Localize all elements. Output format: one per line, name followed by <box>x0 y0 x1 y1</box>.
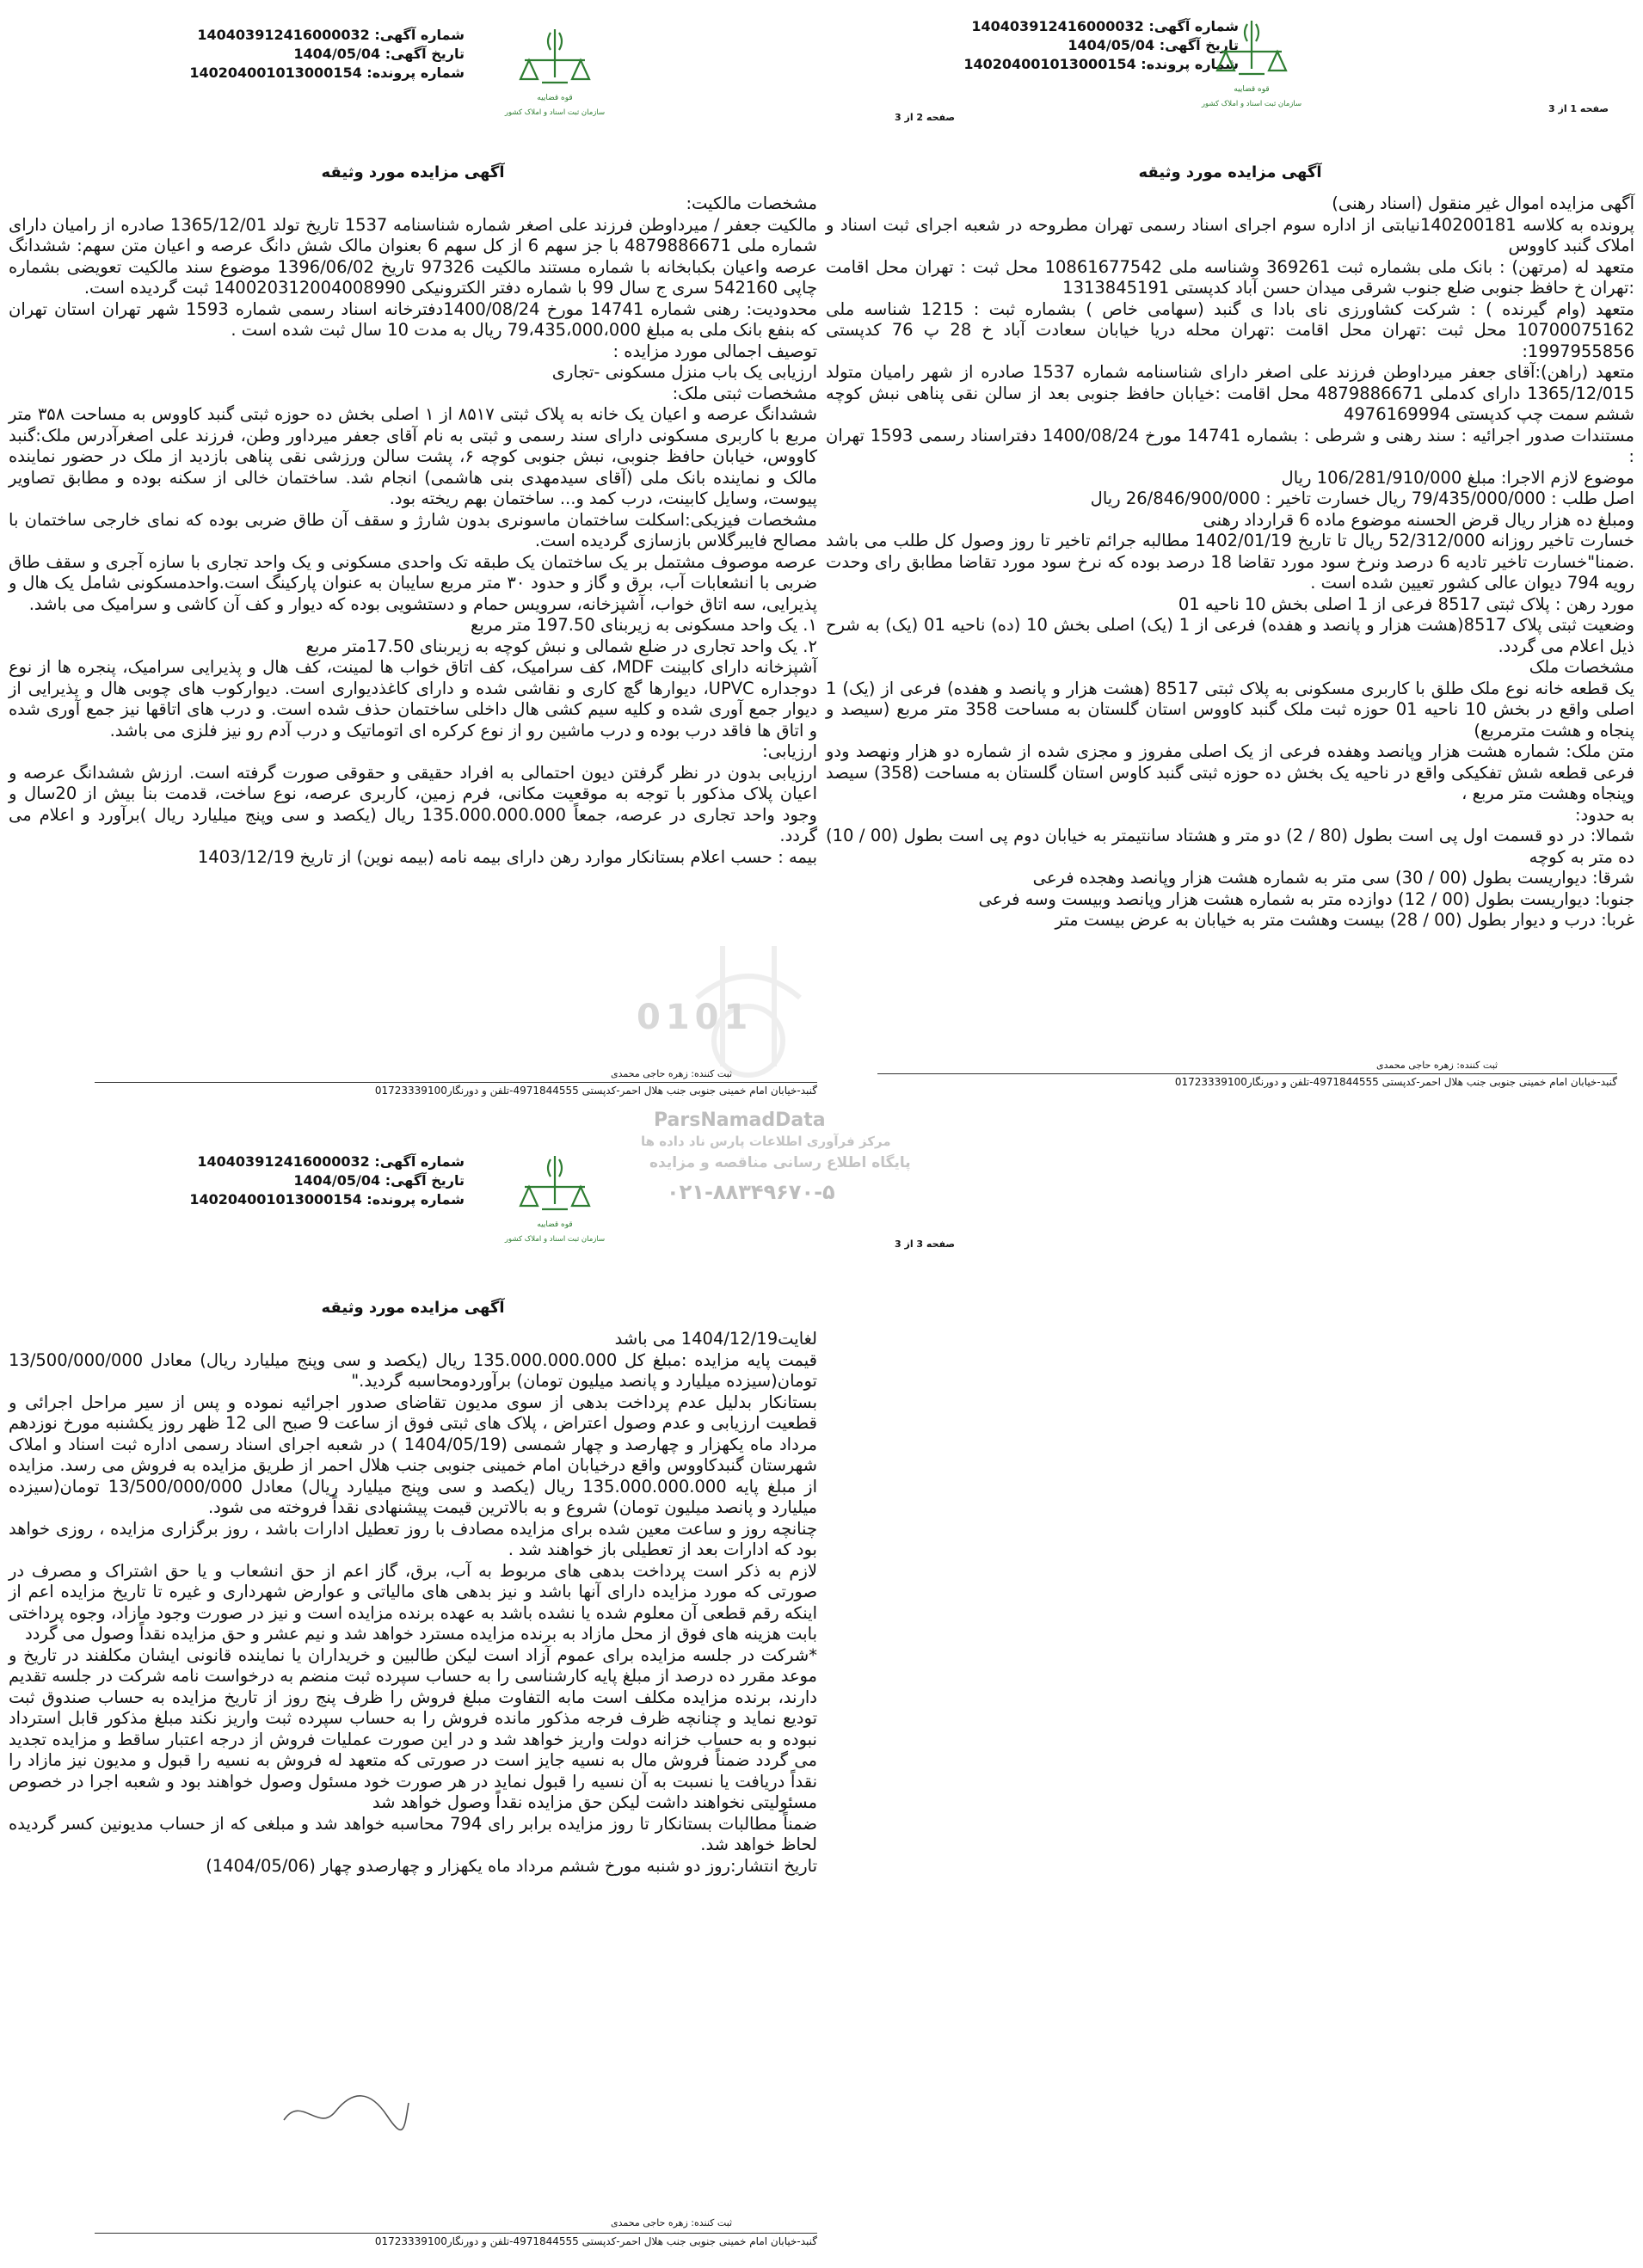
paragraph: موضوع لازم الاجرا: مبلغ 106/281/910/000 ریال <box>1281 467 1634 488</box>
paragraph: اصل طلب : 79/435/000/000 ریال خسارت تاخیر : 26/846/900/000 ریال <box>1090 489 1634 508</box>
judiciary-emblem-icon <box>490 26 619 120</box>
signer: ثبت کننده: زهره حاجی محمدی <box>611 2217 733 2228</box>
ad-number-label: شماره آگهی: <box>374 1153 465 1170</box>
case-number-label: شماره پرونده: <box>1141 56 1239 72</box>
judiciary-emblem-icon <box>1187 17 1316 112</box>
paragraph: به حدود: <box>1574 804 1634 825</box>
emblem-top-text: قوه قضاییه <box>1234 85 1270 94</box>
paragraph: ۱. یک واحد مسکونی به زیربنای 197.50 متر مربع <box>471 615 817 635</box>
ad-number-label: شماره آگهی: <box>1148 18 1239 34</box>
paragraph: شرقا: دیواریست بطول (00 / 30) سی متر به شماره هشت هزار وپانصد وهجده فرعی <box>1032 868 1634 888</box>
case-number-label: شماره پرونده: <box>366 65 465 81</box>
footer-address: گنبد-خیابان امام خمینی جنوبی جنب هلال احمر-کدپستی 4971844555-تلفن و دورنگار01723339100 <box>877 1073 1617 1088</box>
case-number: 140204001013000154 <box>963 56 1136 72</box>
paragraph: مشخصات فیزیکی:اسکلت ساختمان ماسونری بدون شارژ و سقف آن طاق ضربی بوده که نمای خارجی ساختمان با مصالح فایبرگلاس بازسازی گردیده است. <box>9 509 817 550</box>
footer-address: گنبد-خیابان امام خمینی جنوبی جنب هلال احمر-کدپستی 4971844555-تلفن و دورنگار01723339100 <box>95 2233 817 2247</box>
paragraph: قیمت پایه مزایده :مبلغ کل 135.000.000.000 ریال (یکصد و سی وپنج میلیارد ریال) معادل 13/500/000/000 تومان(سیزده میلیارد و پانصد میلیون تومان) برآوردومحاسبه گردید." <box>9 1349 818 1391</box>
watermark-brand: ParsNamadData <box>654 1109 826 1131</box>
ad-date: 1404/05/04 <box>293 1172 381 1189</box>
paragraph: پرونده به کلاسه 140200181نیابتی از اداره سوم اجرای اسناد رسمی تهران مطروحه در شعبه اجرای ثبت اسناد و املاک گنبد کاووس <box>826 214 1634 255</box>
page-3-header <box>9 1152 956 1264</box>
page-3-body <box>9 1329 817 1877</box>
watermark-digits: 0101 <box>637 998 754 1037</box>
paragraph: متن ملک: شماره هشت هزار وپانصد وهفده فرعی از یک اصلی مفروز و مجزی شده از شماره دو هزار ونهصد ودو فرعی قطعه شش تفکیکی واقع در ناحیه یک بخش ده حوزه ثبتی گنبد کاوس استان گلستان به مساحت (358) سیصد وپنجاه وهشت متر مربع ، <box>826 741 1634 803</box>
page-3 <box>9 1152 956 2262</box>
page-title: آگهی مزایده مورد وثیقه <box>1138 163 1322 181</box>
paragraph: خسارت تاخیر روزانه 52/312/000 ریال تا تاریخ 1402/01/19 مطالبه جرائم تاخیر تا روز وصول کل طلب می باشد .ضمنا"خسارت تاخیر تادیه 6 درصد ونرخ سود مورد تقاضا 18 درصد بوده که نرخ سود مورد تقاضا مطابق رای وحدت رویه 794 دیوان عالی کشور تعیین شده است . <box>826 531 1634 593</box>
ad-number: 140403912416000032 <box>971 18 1144 34</box>
case-number: 140204001013000154 <box>189 65 362 81</box>
page-number: صفحه 3 از 3 <box>895 1238 956 1250</box>
page-title: آگهی مزایده مورد وثیقه <box>321 1299 505 1317</box>
paragraph: تاریخ انتشار:روز دو شنبه مورخ ششم مرداد ماه یکهزار و چهارصدو چهار (1404/05/06) <box>206 1855 817 1876</box>
paragraph: شمالا: در دو قسمت اول پی است بطول (80 / 2) دو متر و هشتاد سانتیمتر به خیابان دوم پی است بطول (00 / 10) ده متر به کوچه <box>826 826 1634 867</box>
watermark-phone: ۰۲۱-۸۸۳۴۹۶۷۰-۵ <box>667 1180 835 1204</box>
paragraph: مورد رهن : پلاک ثبتی 8517 فرعی از 1 اصلی بخش 10 ناحیه 01 <box>1178 593 1634 614</box>
case-number: 140204001013000154 <box>189 1191 362 1208</box>
emblem-top-text: قوه قضاییه <box>537 1220 573 1229</box>
paragraph: ارزیابی یک باب منزل مسکونی -تجاری <box>551 362 817 382</box>
ad-date: 1404/05/04 <box>1068 37 1155 53</box>
ad-number-label: شماره آگهی: <box>374 27 465 43</box>
ad-meta <box>189 1152 465 1209</box>
page-number: صفحه 1 از 3 <box>1548 103 1609 114</box>
watermark-line-1: مرکز فرآوری اطلاعات پارس ناد داده ها <box>641 1134 891 1149</box>
signer: ثبت کننده: زهره حاجی محمدی <box>611 1068 733 1079</box>
emblem-top-text: قوه قضاییه <box>537 94 573 102</box>
paragraph: متعهد (راهن):آقای جعفر میرداوطن فرزند علی اصغر دارای شناسنامه شماره 1537 صادره از شهر رامیان متولد 1365/12/015 دارای کدملی 4879886671 محل اقامت :خیابان حافظ جنوبی بعد از سالن نقی پناهی نبش کوچه ششم سمت چپ کدپستی 4976169994 <box>826 362 1634 424</box>
judiciary-emblem-icon <box>490 1152 619 1247</box>
case-number-label: شماره پرونده: <box>366 1191 465 1208</box>
paragraph: توصیف اجمالی مورد مزایده : <box>612 341 817 361</box>
emblem-caption: سازمان ثبت اسناد و املاک کشور <box>504 108 606 117</box>
signer: ثبت کننده: زهره حاجی محمدی <box>1376 1060 1498 1071</box>
paragraph: متعهد (وام گیرنده ) : شرکت کشاورزی نای بادا ی گنبد (سهامی خاص ) بشماره ثبت : 1215 شناسه ملی 10700075162 محل ثبت :تهران محل اقامت :تهران محله دریا خیابان سعادت آباد خ 28 پ 76 کدپستی 1997955856: <box>826 298 1634 361</box>
ad-number: 140403912416000032 <box>197 1153 370 1170</box>
paragraph: مشخصات مالکیت: <box>686 194 817 213</box>
paragraph: بیمه : حسب اعلام بستانکار موارد رهن دارای بیمه نامه (بیمه نوین) از تاریخ 1403/12/19 <box>197 846 817 867</box>
paragraph: آشپزخانه دارای کابینت MDF، کف سرامیک، کف اتاق خواب ها لمینت، کف هال و پذیرایی سرامیک، پنجره ها از نوع دوجداره UPVC، دیوارها گچ کاری و نقاشی شده و دارای کاغذدیواری است. دیوارکوب های چوبی هال و پذیرایی از دیوار جمع آوری شده و کلیه سیم کشی هال داخلی ساختمان حذف شده است. و درب های اتاقها نیز جمع آوری شده و اتاق ها فاقد درب بوده و درب ماشین رو از نوع کرکره ای اتوماتیک و درب آدم رو نیز فلزی می باشد. <box>9 657 818 741</box>
paragraph: ومبلغ ده هزار ریال قرض الحسنه موضوع ماده 6 قرارداد رهنی <box>1203 509 1634 530</box>
paragraph: لغایت1404/12/19 می باشد <box>614 1329 817 1349</box>
paragraph: مشخصات ملک <box>1529 657 1634 677</box>
paragraph: چنانچه روز و ساعت معین شده برای مزایده مصادف با روز تعطیل ادارات باشد ، روز برگزاری مزایده ، روزی خواهد بود که ادارات بعد از تعطیلی باز خواهند شد . <box>9 1518 817 1559</box>
paragraph: ضمناً مطالبات بستانکار تا روز مزایده برابر رای 794 محاسبه خواهد شد و مبلغی که از حساب مدیونین کسر گردیده لحاظ خواهد شد. <box>9 1813 817 1854</box>
signature-icon <box>275 2086 413 2137</box>
paragraph: غربا: درب و دیوار بطول (00 / 28) بیست وهشت متر به خیابان به عرض بیست متر <box>1055 910 1634 930</box>
paragraph: مستندات صدور اجرائیه : سند رهنی و شرطی : بشماره 14741 مورخ 1400/08/24 دفتراسناد رسمی 1593 تهران : <box>826 425 1634 466</box>
paragraph: *شرکت در جلسه مزایده برای عموم آزاد است لیکن طالبین و خریداران یا نماینده قانونی ایشان مکلفند در تاریخ و موعد مقرر ده درصد از مبلغ پایه کارشناسی را به حساب سپرده ثبت منضم به درخواست نامه شرکت در جلسه تقدیم دارند، برنده مزایده مکلف است مابه التفاوت مبلغ فروش را ظرف پنج روز از تاریخ مزایده به حساب صندوق ثبت تودیع نماید و چنانچه ظرف فرجه مذکور مانده فروش را به حساب سپرده ثبت واریز نکند مبلغ مذکور قابل استرداد نبوده و به حساب خزانه دولت واریز خواهد شد و در این صورت عملیات فروش از درجه اعتبار ساقط و مزایده تجدید می گردد ضمناً فروش مال به نسیه جایز است در صورتی که متعهد له فروش به نسیه را قبول و مدیون نیز مازاد را نقداً دریافت یا نسبت به آن نسیه را قبول نماید در هر صورت خود مسئول وصول خواهند بود و شعبه اجرا در خصوص مسئولیتی نخواهند داشت لیکن حق مزایده نقداً وصول خواهد شد <box>9 1644 817 1812</box>
page-2-body <box>9 194 817 868</box>
watermark-line-2: پایگاه اطلاع رسانی مناقصه و مزایده <box>649 1154 911 1171</box>
page-1 <box>826 17 1634 1092</box>
emblem-caption: سازمان ثبت اسناد و املاک کشور <box>1201 100 1302 108</box>
paragraph: آگهی مزایده اموال غیر منقول (اسناد رهنی) <box>1332 194 1634 213</box>
paragraph: ششدانگ عرصه و اعیان یک خانه به پلاک ثبتی ۸۵۱۷ از ۱ اصلی بخش ده حوزه ثبتی گنبد کاووس به مساحت ۳۵۸ متر مربع با کاربری مسکونی دارای سند رسمی و ثبتی به نام آقای جعفر میرداور وطن، فرزند علی اصغرآدرس ملک:گنبد کاووس، خیابان حافظ جنوبی، نبش جنوبی کوچه ۶، پشت سالن ورزشی نقی پناهی بازدید از ملک در حضور نماینده مالک و نماینده بانک ملی (آقای سیدمهدی بنی هاشمی) انجام شد. ساختمان خالی از سکنه بوده و مطابق تصاویر پیوست، وسایل کابینت، درب کمد و... ساختمان بهم ریخته بود. <box>9 404 818 508</box>
paragraph: ارزیابی: <box>762 741 817 761</box>
emblem-caption: سازمان ثبت اسناد و املاک کشور <box>504 1235 606 1244</box>
ad-meta <box>189 26 465 83</box>
paragraph: یک قطعه خانه نوع ملک طلق با کاربری مسکونی به پلاک ثبتی 8517 (هشت هزار و پانصد و هفده) فرعی از (یک) 1 اصلی واقع در بخش 10 ناحیه 01 حوزه ثبت ملک گنبد کاووس استان گلستان به مساحت 358 متر مربع (سیصد و پنجاه و هشت مترمربع) <box>826 678 1634 741</box>
ad-date-label: تاریخ آگهی: <box>385 1172 465 1189</box>
paragraph: لازم به ذکر است پرداخت بدهی های مربوط به آب، برق، گاز اعم از حق انشعاب و یا حق اشتراک و مصرف در صورتی که مورد مزایده دارای آنها باشد و نیز بدهی های مالیاتی و عوارض شهرداری و غیره تا تاریخ مزایده اعم از اینکه رقم قطعی آن معلوم شده یا نشده باشد به عهده برنده مزایده است و نیز در صورت وجود مازاد، وجوه پرداختی بابت هزینه های فوق از محل مازاد به برنده مزایده مسترد خواهد شد و نیم عشر و حق مزایده نقداً وصول می گردد <box>9 1560 817 1644</box>
paragraph: مشخصات ثبتی ملک: <box>672 383 817 403</box>
paragraph: مالکیت جعفر / میرداوطن فرزند علی اصغر شماره شناسنامه 1537 تاریخ تولد 1365/12/01 صادره از رامیان دارای شماره ملی 4879886671 با جز سهم 6 از کل سهم 6 بعنوان مالک شش دانگ عرصه و اعیان متن سهم: ششدانگ عرصه واعیان بکبابخانه با شماره مستند مالکیت 97326 تاریخ 1396/06/02 موضوع سند مالکیت تعویضی بشماره چاپی 542160 سری ج سال 99 با شماره دفتر الکترونیکی 140020312004008990 ثبت گردیده است. <box>9 214 817 298</box>
ad-date-label: تاریخ آگهی: <box>1159 37 1239 53</box>
ad-date: 1404/05/04 <box>293 46 381 62</box>
page-number: صفحه 2 از 3 <box>895 112 956 123</box>
paragraph: بستانکار بدلیل عدم پرداخت بدهی از سوی مدیون تقاضای صدور اجرائیه نموده و پس از سیر مراحل اجرائی و قطعیت ارزیابی و عدم وصول اعتراض ، پلاک های ثبتی فوق از ساعت 9 صبح الی 12 ظهر روز یکشنبه مورخ نوزدهم مرداد ماه یکهزار و چهارصد و چهار شمسی (1404/05/19 ) در شعبه اجرای اسناد رسمی اداره ثبت اسناد و املاک شهرستان گنبدکاووس واقع درخیابان امام خمینی جنوبی جنب هلال احمر از طریق مزایده به فروش می رسد. مزایده از مبلغ پایه 135.000.000.000 ریال (یکصد و سی وپنج میلیارد ریال) معادل 13/500/000/000 تومان(سیزده میلیارد و پانصد میلیون تومان) شروع و به بالاترین قیمت پیشنهادی نقداً فروخته می شود. <box>9 1392 818 1517</box>
ad-number: 140403912416000032 <box>197 27 370 43</box>
page-2-header <box>9 26 956 138</box>
ad-date-label: تاریخ آگهی: <box>385 46 465 62</box>
page-1-body <box>826 194 1634 931</box>
paragraph: ۲. یک واحد تجاری در ضلع شمالی و نبش کوچه به زیربنای 17.50متر مربع <box>305 636 817 656</box>
paragraph: جنوبا: دیواریست بطول (00 / 12) دوازده متر به شماره هشت هزار وپانصد وبیست وسه فرعی <box>978 888 1634 909</box>
paragraph: متعهد له (مرتهن) : بانک ملی بشماره ثبت 369261 وشناسه ملی 10861677542 محل ثبت : تهران محل اقامت :تهران خ حافظ جنوبی ضلع جنوب شرقی میدان حسن آباد کدپستی 1313845191 <box>826 256 1634 298</box>
paragraph: ارزیابی بدون در نظر گرفتن دیون احتمالی به افراد حقیقی و حقوقی صورت گرفته است. ارزش ششدانگ عرصه و اعیان پلاک مذکور با توجه به موقعیت مکانی، فرم زمین، کاربری عرصه، نوع ساخت، قدمت بنا بیش از 20سال و وجود واحد تجاری در عرصه، جمعاً 135.000.000.000 ریال (یکصد و سی وپنج میلیارد ریال )برآورد و اعلام می گردد. <box>9 762 817 845</box>
paragraph: عرصه موصوف مشتمل بر یک ساختمان یک طبقه تک واحدی مسکونی و یک واحد تجاری با سازه آجری و سقف طاق ضربی با انشعابات آب، برق و گاز و حدود ۳۰ متر مربع سایبان به عنوان پارکینگ است.واحدمسکونی شامل یک هال و پذیرایی، سه اتاق خواب، آشپزخانه، سرویس حمام و دستشویی بوده که دیوار و کف آن کاشی و سرامیک می باشد. <box>9 551 818 614</box>
paragraph: وضعیت ثبتی پلاک 8517(هشت هزار و پانصد و هفده) فرعی از 1 (یک) اصلی بخش 10 (ده) ناحیه 01 (یک) به شرح ذیل اعلام می گردد. <box>826 615 1634 656</box>
footer-address: گنبد-خیابان امام خمینی جنوبی جنب هلال احمر-کدپستی 4971844555-تلفن و دورنگار01723339100 <box>95 1082 817 1097</box>
paragraph: محدودیت: رهنی شماره 14741 مورخ 1400/08/24دفترخانه اسناد رسمی شماره 1593 شهر تهران استان تهران که بنفع بانک ملی به مبلغ 79،435،000،000 ریال به مدت 10 سال ثبت شده است . <box>9 298 817 340</box>
page-title: آگهی مزایده مورد وثیقه <box>321 163 505 181</box>
